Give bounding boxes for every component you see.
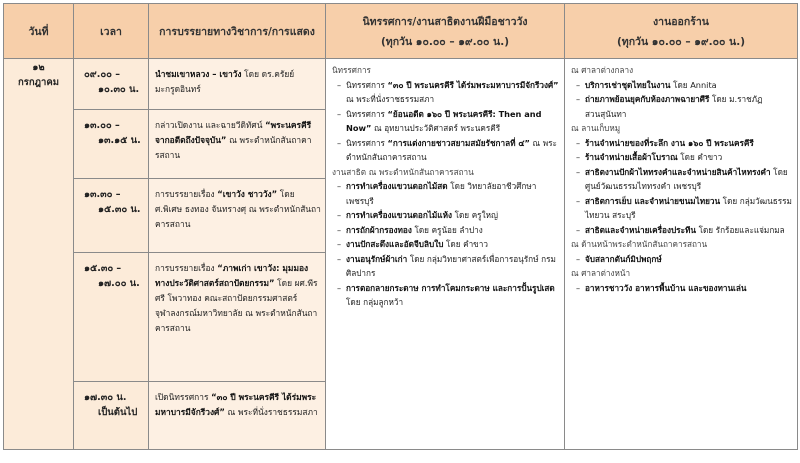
talk-title: “๓๐ ปี พระนครคีรี ได้ร่มพระมหาบารมีจักรีวงศ์” (155, 392, 317, 417)
bullet-dash: – (336, 253, 342, 264)
exhibition-item-text (346, 281, 560, 310)
shop-item-title: ร้านจำหน่ายของที่ระลึก งาน ๑๖๐ ปี พระนครคีรี (585, 137, 754, 148)
bullet-dash: – (575, 195, 581, 206)
shop-item-text (585, 194, 793, 223)
talk-text: โดย ผศ.พีรศรี โพวาทอง คณะสถาปัตยกรรมศาสตร์ จุฬาลงกรณ์มหาวิทยาลัย ณ พระตำหนักสันถาคารสถาน (155, 278, 318, 333)
talk-cell (149, 382, 326, 450)
shop-section-heading: ณ ศาลาต่างหน้า (571, 268, 631, 278)
date-month: กรกฎาคม (18, 77, 59, 88)
time-end: ๑๐.๓๐ น. (98, 84, 140, 95)
exhibition-section-heading: งานสาธิต ณ พระตำหนักสันถาคารสถาน (332, 166, 474, 177)
bullet-dash: – (575, 253, 581, 264)
header-exhibition-title: นิทรรศการ/งานสาธิตงานฝีมือชาววัง (362, 15, 528, 28)
shop-list-item (571, 165, 793, 194)
exhibition-item-detail: โดย กลุ่มวิทยาศาสตร์เพื่อการอนุรักษ์ กรมศิลปากร (346, 253, 556, 278)
exhibition-list-item (332, 208, 560, 223)
exhibition-item-text (346, 136, 560, 165)
shop-item-title: สาธิตงานปักผ้าไหทรงคำและจำหน่ายสินค้าไหทรงคำ (585, 166, 771, 177)
time-end: ๑๗.๐๐ น. (98, 278, 140, 289)
time-end: ๑๕.๓๐ น. (98, 204, 141, 215)
exhibition-item-title: “การแต่งกายชาวสยามสมัยรัชกาลที่ ๔” (387, 137, 530, 148)
exhibition-item-detail: โดย วิทยาลัยอาชีวศึกษา เพชรบุรี (346, 181, 537, 206)
shop-item-detail: โดย คำขาว (677, 152, 723, 162)
header-time: เวลา (74, 4, 149, 59)
shop-item-detail: โดย กลุ่มวัฒนธรรมไทยวน สระบุรี (585, 195, 792, 220)
exhibition-list-item (332, 78, 560, 107)
bullet-dash: – (336, 79, 342, 90)
shop-item-text (585, 252, 662, 267)
shop-item-detail: โดย ม.ราชภัฏสวนสุนันทา (585, 94, 763, 119)
shop-item-detail: โดย Annita (670, 79, 717, 90)
header-shops-title: งานออกร้าน (653, 15, 709, 28)
shop-item-text (585, 92, 793, 121)
exhibition-section-heading: นิทรรศการ (332, 65, 371, 75)
exhibition-list-item (332, 223, 560, 238)
time-start: ๑๓.๓๐ – (84, 189, 121, 200)
exhibition-item-title: การถักผ้ากรองทอง (346, 224, 412, 235)
bullet-dash: – (336, 181, 342, 191)
time-end: ๑๓.๑๕ น. (98, 135, 141, 146)
exhibition-item-title: การทำเครื่องแขวนดอกไม้สด (346, 181, 448, 191)
time-start: ๑๕.๓๐ – (84, 263, 122, 274)
bullet-dash: – (336, 108, 342, 119)
talk-text: การบรรยายเรื่อง (155, 189, 218, 199)
shop-list-item (571, 150, 793, 165)
shop-item-text (585, 281, 746, 296)
shop-item-title: ร้านจำหน่ายเสื้อผ้าโบราณ (585, 152, 678, 162)
shop-list-item (571, 78, 793, 93)
bullet-dash: – (575, 224, 581, 235)
exhibition-item-title: การตอกลายกระดาษ การทำโคมกระดาษ และการปั้นรูปเสด (346, 282, 555, 293)
bullet-dash: – (336, 282, 342, 293)
time-end: เป็นต้นไป (98, 407, 138, 418)
exhibition-item-text (346, 208, 498, 223)
talk-title: นำชมเขาหลวง – เขาวัง (155, 69, 242, 79)
shop-item-title: บริการเช่าชุดไทยในงาน (585, 79, 671, 90)
header-exhibition-hours: (ทุกวัน ๑๐.๐๐ – ๑๙.๐๐ น.) (380, 35, 510, 48)
exhibition-item-detail: โดย กลุ่มลูกหว้า (346, 297, 404, 307)
talk-cell (149, 179, 326, 253)
shop-item-detail: โดย ศูนย์วัฒนธรรมไททรงคำ เพชรบุรี (585, 166, 788, 191)
time-cell (74, 179, 149, 253)
shop-item-title: อาหารชาววัง อาหารพื้นบ้าน และของทานเล่น (585, 282, 747, 293)
exhibition-item-title: งานปักสะดึงและอัดจีบลิบใบ (346, 239, 444, 249)
shop-section-heading: ณ ลานเก็บหมู (571, 123, 621, 133)
shop-item-text (585, 223, 785, 238)
time-start: ๑๓.๐๐ – (84, 120, 120, 131)
exhibition-item-prefix: นิทรรศการ (346, 79, 388, 90)
talk-title: “เขาวัง ชาววัง” (217, 189, 278, 199)
shop-item-text (585, 78, 717, 93)
talk-text: โดย ดร.ครัยย์ มะกรูดอินทร์ (155, 69, 295, 94)
header-shops-hours: (ทุกวัน ๑๐.๐๐ – ๑๙.๐๐ น.) (616, 35, 746, 48)
shop-item-text (585, 165, 793, 194)
shop-section-heading: ณ ด้านหน้าพระตำหนักสันถาคารสถาน (571, 239, 708, 249)
bullet-dash: – (336, 210, 342, 220)
header-shops (565, 4, 798, 59)
shop-item-detail: โดย รักร้อยและแจ่มกมล (695, 224, 785, 235)
exhibition-list-item (332, 281, 560, 310)
shop-item-text (585, 150, 722, 165)
exhibition-item-prefix: นิทรรศการ (346, 137, 388, 148)
exhibition-item-detail: ณ พระที่นั่งราชธรรมสภา (346, 94, 435, 104)
talk-cell (149, 110, 326, 179)
bullet-dash: – (575, 137, 581, 148)
talk-title: “ภาพเก่า เขาวัง: มุมมองทางประวัติศาสตร์สถาปัตยกรรม” (155, 263, 309, 288)
header-row (4, 4, 798, 59)
exhibition-list-item (332, 107, 560, 136)
shop-item-title: จับสลากตันก์มิปพฤกษ์ (585, 253, 662, 264)
talk-title: “พระนครคีรีจากอดีตถึงปัจจุบัน” (155, 120, 312, 145)
bullet-dash: – (575, 152, 581, 162)
exhibition-item-text (346, 252, 560, 281)
exhibition-item-text (346, 179, 560, 208)
exhibition-item-prefix: นิทรรศการ (346, 108, 388, 119)
header-exhibition (326, 4, 565, 59)
schedule-document (3, 3, 797, 460)
shop-section-heading: ณ ศาลาต่างกลาง (571, 65, 634, 75)
time-cell (74, 110, 149, 179)
shop-list-item (571, 223, 793, 238)
shop-list-item (571, 136, 793, 151)
shop-list-item (571, 252, 793, 267)
bullet-dash: – (575, 282, 581, 293)
shop-item-title: สาธิตการเย็บ และจำหน่ายขนมไทยวน (585, 195, 721, 206)
exhibition-item-detail: โดย คำขาว (443, 239, 488, 249)
time-cell (74, 253, 149, 382)
exhibition-item-detail: ณ อุทยานประวัติศาสตร์ พระนครคีรี (371, 123, 501, 133)
talk-text: เปิดนิทรรศการ (155, 392, 212, 402)
talk-cell (149, 253, 326, 382)
time-cell (74, 382, 149, 450)
exhibition-item-title: การทำเครื่องแขวนดอกไม้แห้ง (346, 210, 452, 220)
date-day: ๑๒ (32, 62, 45, 73)
exhibition-item-text (346, 237, 488, 252)
exhibition-item-title: “ย้อนอดีต ๑๖๐ ปี พระนครคีรี: Then and Now” (346, 108, 542, 133)
exhibition-list-item (332, 136, 560, 165)
exhibition-list-item (332, 237, 560, 252)
shop-list-item (571, 194, 793, 223)
bullet-dash: – (575, 79, 581, 90)
talk-text: กล่าวเปิดงาน และฉายวีดิทัศน์ (155, 120, 266, 130)
bullet-dash: – (575, 166, 581, 177)
talk-text: โดย ศ.พิเศษ ธงทอง จันทรางศุ ณ พระตำหนักสันถาคารสถาน (155, 189, 321, 229)
exhibition-item-detail: โดย ครูใหญ่ (451, 210, 498, 220)
time-cell (74, 59, 149, 110)
shops-cell (565, 59, 798, 450)
exhibition-item-title: งานอนุรักษ์ผ้าเก่า (346, 253, 408, 264)
shop-item-text (585, 136, 754, 151)
date-cell (4, 59, 74, 450)
talk-text: การบรรยายเรื่อง (155, 263, 218, 273)
talk-cell (149, 59, 326, 110)
shop-item-title: สาธิตและจำหน่ายเครื่องประทีน (585, 224, 696, 235)
header-talk: การบรรยายทางวิชาการ/การแสดง (149, 4, 326, 59)
schedule-table (3, 3, 798, 450)
talk-text: ณ พระที่นั่งราชธรรมสภา (224, 407, 318, 417)
shop-list-item (571, 92, 793, 121)
exhibition-item-text (346, 78, 560, 107)
session-row (4, 59, 798, 110)
header-date: วันที่ (4, 4, 74, 59)
time-start: ๑๗.๓๐ น. (84, 392, 127, 403)
exhibition-item-title: “๓๐ ปี พระนครคีรี ได้ร่มพระมหาบารมีจักรีวงศ์” (387, 79, 559, 90)
shop-list-item (571, 281, 793, 296)
exhibition-item-text (346, 223, 483, 238)
bullet-dash: – (336, 224, 342, 235)
exhibition-list-item (332, 179, 560, 208)
bullet-dash: – (336, 239, 342, 249)
talk-text: ณ พระตำหนักสันถาคารสถาน (155, 135, 312, 160)
exhibition-item-detail: ณ พระตำหนักสันถาคารสถาน (346, 137, 557, 162)
exhibition-cell (326, 59, 565, 450)
exhibition-item-text (346, 107, 560, 136)
time-start: ๐๙.๐๐ – (84, 69, 121, 80)
exhibition-item-detail: โดย ครูน้อย ลำปาง (411, 224, 483, 235)
bullet-dash: – (336, 137, 342, 148)
shop-item-title: ถ่ายภาพย้อนยุคกับห้องภาพฉายาศีรี (585, 94, 710, 104)
bullet-dash: – (575, 94, 581, 104)
exhibition-list-item (332, 252, 560, 281)
